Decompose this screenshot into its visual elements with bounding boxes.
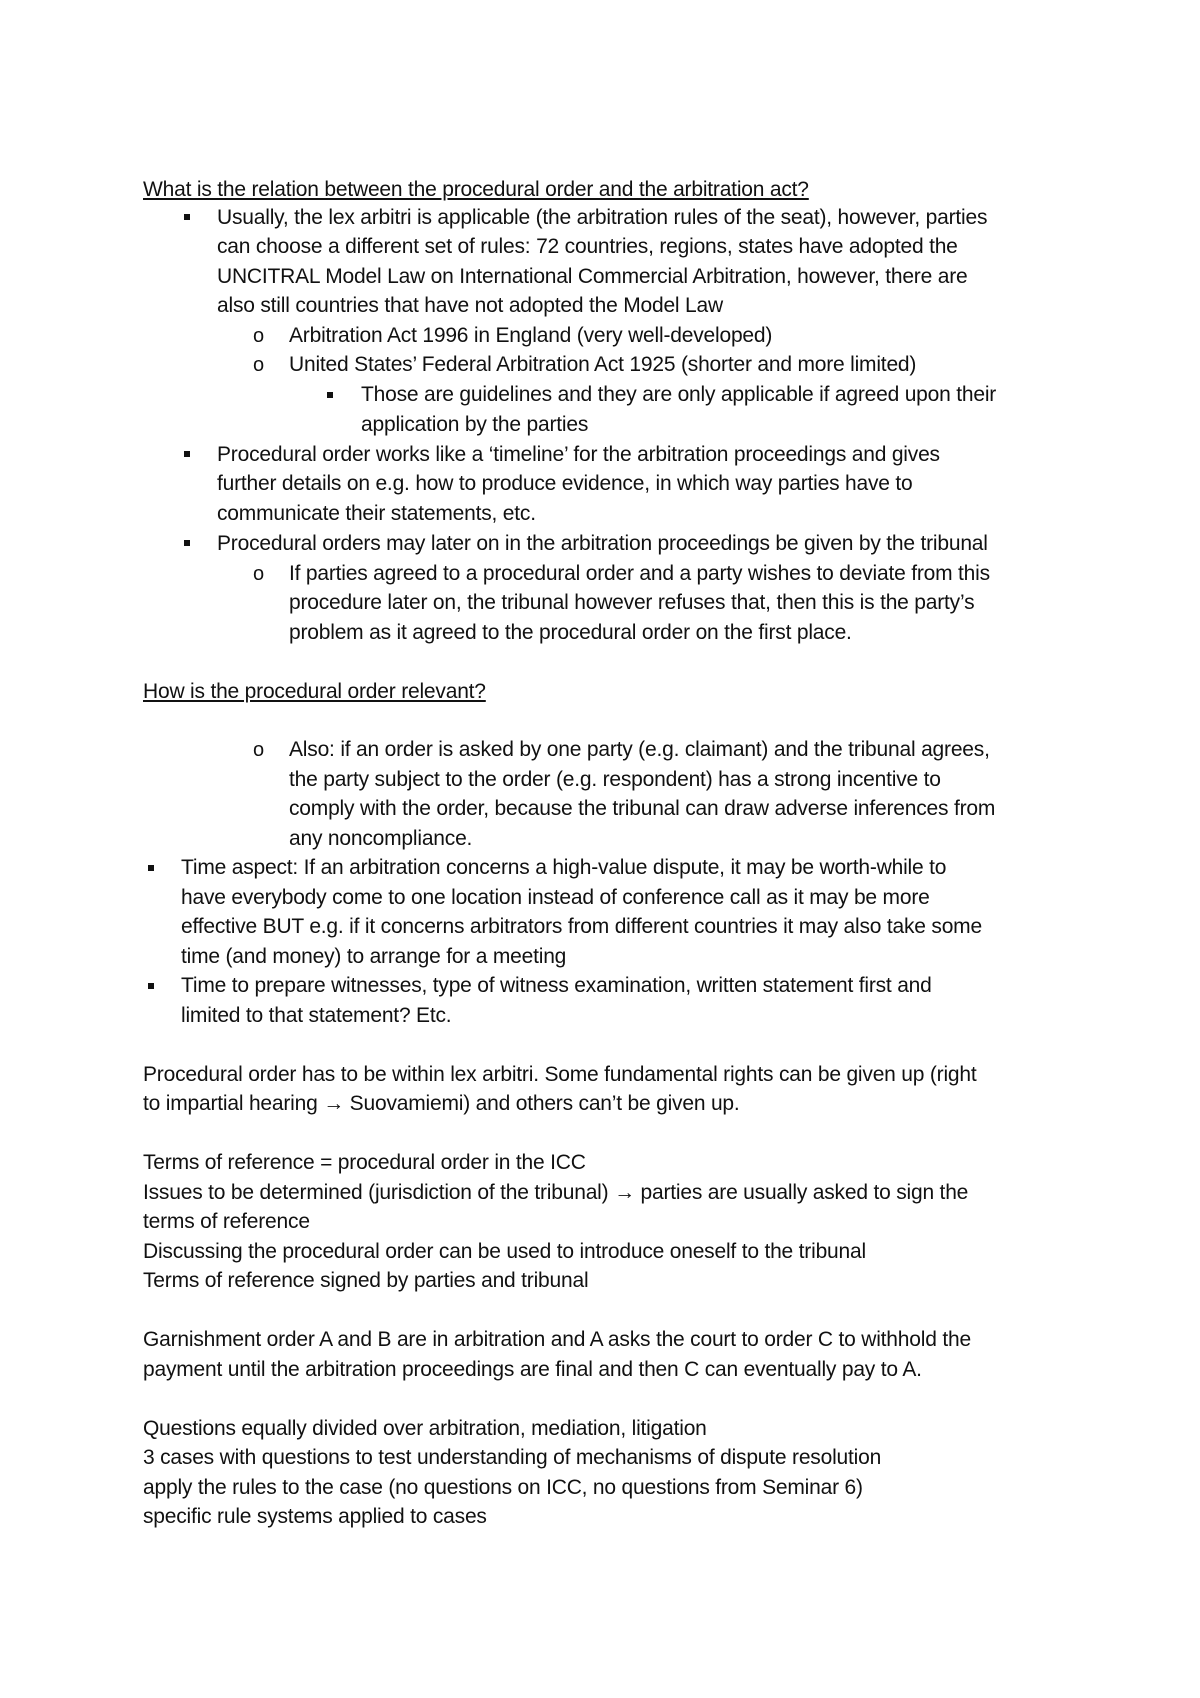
paragraph-line: [143, 1089, 740, 1119]
paragraph-line: payment until the arbitration proceedings are final and then C can eventually pay to A.: [143, 1358, 922, 1381]
paragraph-text: Issues to be determined (jurisdiction of the tribunal): [143, 1181, 615, 1204]
bullet-text-line: have everybody come to one location instead of conference call as it may be more: [181, 886, 930, 909]
circle-bullet-icon: o: [253, 563, 265, 585]
bullet-text-line: Procedural orders may later on in the arbitration proceedings be given by the tribunal: [217, 532, 988, 555]
bullet-text-line: effective BUT e.g. if it concerns arbitrators from different countries it may also take some: [181, 915, 982, 938]
sub-bullet-text: comply with the order, because the tribunal can draw adverse inferences from: [289, 797, 996, 820]
bullet-text-line: further details on e.g. how to produce evidence, in which way parties have to: [217, 472, 913, 495]
paragraph-line: Terms of reference signed by parties and tribunal: [143, 1269, 589, 1292]
paragraph-line: 3 cases with questions to test understanding of mechanisms of dispute resolution: [143, 1446, 882, 1469]
paragraph-text: Suovamiemi) and others can’t be given up.: [344, 1092, 740, 1115]
right-arrow-icon: →: [614, 1181, 635, 1204]
sub-bullet-text: If parties agreed to a procedural order and a party wishes to deviate from this: [289, 562, 990, 585]
sub-bullet-text: Arbitration Act 1996 in England (very well-developed): [289, 324, 773, 347]
section-heading-relevant: How is the procedural order relevant?: [143, 680, 486, 703]
paragraph-line: specific rule systems applied to cases: [143, 1505, 487, 1528]
circle-bullet-icon: o: [253, 739, 265, 761]
paragraph-line: [143, 1178, 968, 1208]
bullet-text-line: UNCITRAL Model Law on International Commercial Arbitration, however, there are: [217, 265, 968, 288]
paragraph-line: Questions equally divided over arbitration, mediation, litigation: [143, 1417, 707, 1440]
paragraph-line: Discussing the procedural order can be used to introduce oneself to the tribunal: [143, 1240, 866, 1263]
paragraph-line: apply the rules to the case (no questions on ICC, no questions from Seminar 6): [143, 1476, 863, 1499]
sub-bullet-text: problem as it agreed to the procedural order on the first place.: [289, 621, 852, 644]
square-bullet-icon: [184, 214, 190, 220]
bullet-text-line: limited to that statement? Etc.: [181, 1004, 452, 1027]
paragraph-line: Terms of reference = procedural order in the ICC: [143, 1151, 586, 1174]
paragraph-line: Procedural order has to be within lex arbitri. Some fundamental rights can be given up (right: [143, 1063, 977, 1086]
sub-sub-bullet-text: Those are guidelines and they are only applicable if agreed upon their: [361, 383, 997, 406]
bullet-text-line: Procedural order works like a ‘timeline’ for the arbitration proceedings and gives: [217, 443, 940, 466]
right-arrow-icon: →: [323, 1092, 345, 1115]
square-bullet-icon: [148, 865, 154, 871]
sub-bullet-text: United States’ Federal Arbitration Act 1925 (shorter and more limited): [289, 353, 917, 376]
square-bullet-icon: [148, 983, 154, 989]
sub-bullet-text: Also: if an order is asked by one party (e.g. claimant) and the tribunal agrees,: [289, 738, 990, 761]
square-bullet-icon: [184, 451, 190, 457]
circle-bullet-icon: o: [253, 325, 265, 347]
paragraph-text: to impartial hearing: [143, 1092, 324, 1115]
sub-bullet-text: any noncompliance.: [289, 827, 473, 850]
bullet-text-line: Usually, the lex arbitri is applicable (the arbitration rules of the seat), however, parties: [217, 206, 988, 229]
sub-bullet-text: procedure later on, the tribunal however refuses that, then this is the party’s: [289, 591, 975, 614]
square-bullet-icon: [327, 392, 333, 398]
bullet-text-line: Time to prepare witnesses, type of witness examination, written statement first and: [181, 974, 932, 997]
bullet-text-line: communicate their statements, etc.: [217, 502, 536, 525]
bullet-text-line: can choose a different set of rules: 72 countries, regions, states have adopted the: [217, 235, 958, 258]
sub-sub-bullet-text: application by the parties: [361, 413, 589, 436]
bullet-text-line: Time aspect: If an arbitration concerns a high-value dispute, it may be worth-while to: [181, 856, 947, 879]
paragraph-line: Garnishment order A and B are in arbitration and A asks the court to order C to withhold the: [143, 1328, 971, 1351]
bullet-text-line: time (and money) to arrange for a meeting: [181, 945, 567, 968]
circle-bullet-icon: o: [253, 354, 265, 376]
bullet-text-line: also still countries that have not adopted the Model Law: [217, 294, 723, 317]
square-bullet-icon: [184, 540, 190, 546]
paragraph-line: terms of reference: [143, 1210, 310, 1233]
section-heading-relation: What is the relation between the procedural order and the arbitration act?: [143, 178, 809, 201]
sub-bullet-text: the party subject to the order (e.g. respondent) has a strong incentive to: [289, 768, 941, 791]
paragraph-text: parties are usually asked to sign the: [634, 1181, 969, 1204]
